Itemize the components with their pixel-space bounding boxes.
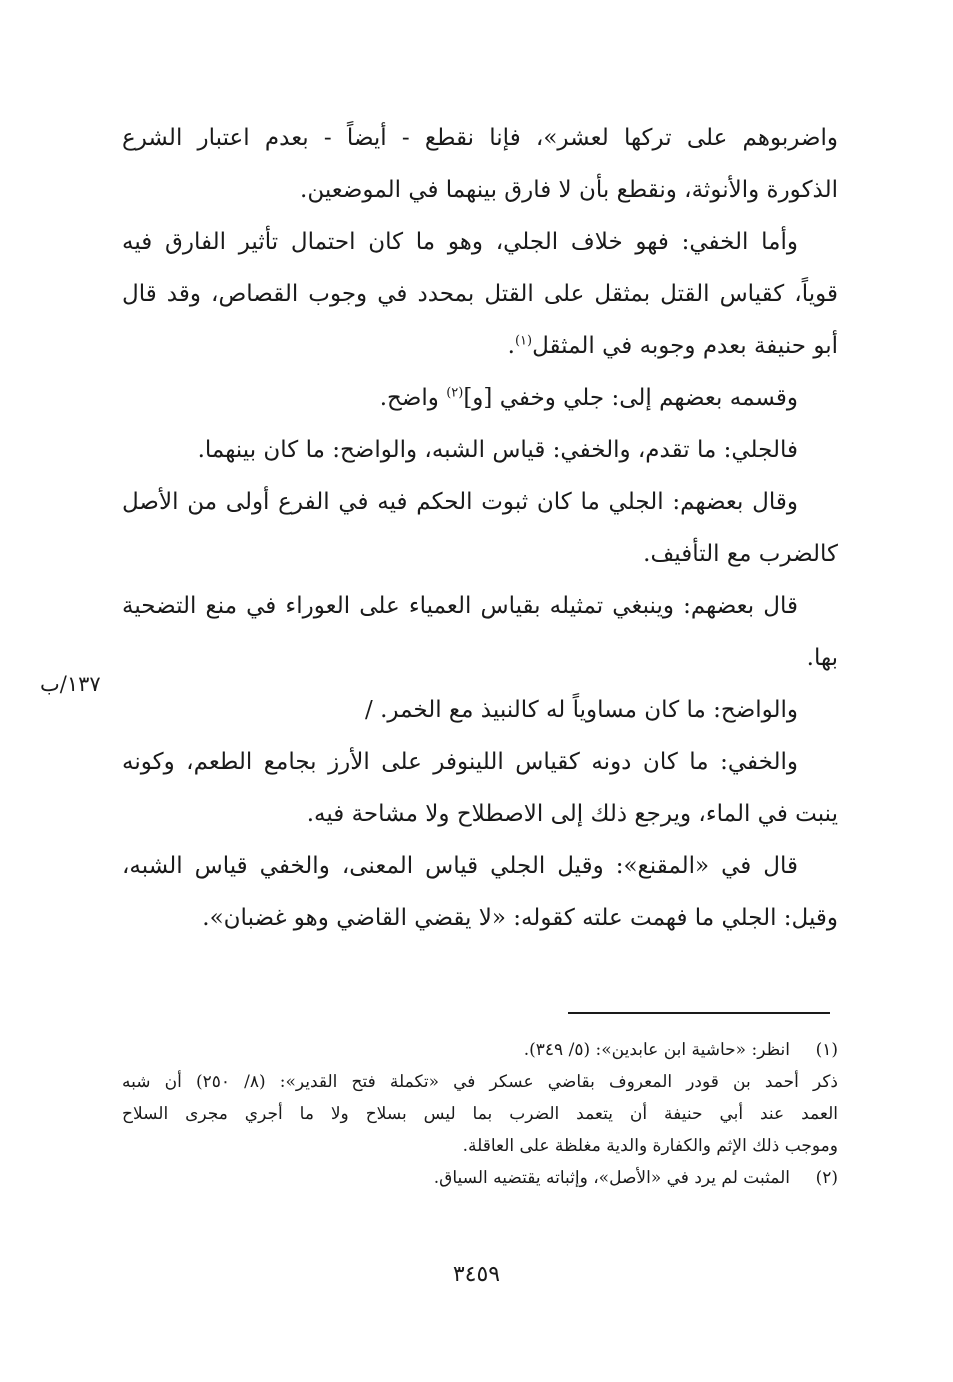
text-line-5-end: . (507, 333, 515, 359)
footnote-ref-2: (٢) (446, 385, 464, 401)
text-line-8: وقال بعضهم: الجلي ما كان ثبوت الحكم فيه في الفرع أولى من الأصل (122, 489, 798, 515)
text-line-9: كالضرب مع التأفيف. (643, 541, 838, 567)
text-line-11: بها. (806, 645, 838, 671)
text-line-5-body: أبو حنيفة بعدم وجوبه في المثقل (532, 333, 838, 359)
text-line-7: فالجلي: ما تقدم، والخفي: قياس الشبه، والواضح: ما كان بينهما. (197, 437, 798, 463)
text-line-1: واضربوهم على تركها لعشر»، فإنا نقطع - أيضاً - بعدم اعتبار الشرع (122, 125, 838, 151)
footnote-2-number: (٢) (815, 1168, 838, 1188)
text-line-6-body: وقسمه بعضهم إلى: جلي وخفي [و] (463, 385, 798, 411)
text-line-16: وقيل: الجلي ما فهمت علته كقوله: «لا يقضي القاضي وهو غضبان». (202, 905, 838, 931)
text-line-6-end: واضح. (379, 385, 447, 411)
text-line-10: قال بعضهم: وينبغي تمثيله بقياس العمياء على العوراء في منع التضحية (122, 593, 798, 619)
footnote-separator (568, 1012, 830, 1014)
text-line-12: والواضح: ما كان مساوياً له كالنبيذ مع الخمر. / (365, 697, 798, 723)
text-line-5 (122, 320, 838, 372)
main-text (122, 112, 838, 944)
text-line-2: الذكورة والأنوثة، ونقطع بأن لا فارق بينهما في الموضعين. (300, 177, 838, 203)
footnote-2-text: المثبت لم يرد في «الأصل»، وإثباته يقتضيه السياق. (433, 1168, 790, 1188)
footnote-1-line-4: وموجب ذلك الإثم والكفارة والدية مغلظة على العاقلة. (462, 1136, 838, 1156)
footnote-1-number: (١) (815, 1040, 838, 1060)
footnote-2-line-1 (122, 1162, 838, 1194)
text-line-14: ينبت في الماء، ويرجع ذلك إلى الاصطلاح ولا مشاحة فيه. (306, 801, 838, 827)
text-line-3: وأما الخفي: فهو خلاف الجلي، وهو ما كان احتمال تأثير الفارق فيه (122, 229, 798, 255)
footnotes (122, 1034, 838, 1194)
footnote-1-line-2: ذكر أحمد بن قودر المعروف بقاضي عسكر في «تكملة فتح القدير»: (٨/ ٢٥٠) أن شبه (122, 1072, 838, 1092)
page-number: ٣٤٥٩ (452, 1262, 501, 1287)
text-line-6 (122, 372, 838, 424)
manuscript-folio-marker: ١٣٧/ب (40, 672, 101, 696)
text-line-13: والخفي: ما كان دونه كقياس اللينوفر على الأرز بجامع الطعم، وكونه (122, 749, 798, 775)
footnote-ref-1: (١) (514, 333, 533, 349)
footnote-1-line-3: العمد عند أبي حنيفة أن يتعمد الضرب بما ليس بسلاح ولا ما أجري مجرى السلاح (122, 1104, 838, 1124)
footnote-1-line-1 (122, 1034, 838, 1066)
footnote-1-text: انظر: «حاشية ابن عابدين»: (٥/ ٣٤٩). (523, 1040, 790, 1060)
text-line-4: قوياً، كقياس القتل بمثقل على القتل بمحدد في وجوب القصاص، وقد قال (122, 281, 838, 307)
text-line-15: قال في «المقنع»: وقيل الجلي قياس المعنى، والخفي قياس الشبه، (122, 853, 798, 879)
